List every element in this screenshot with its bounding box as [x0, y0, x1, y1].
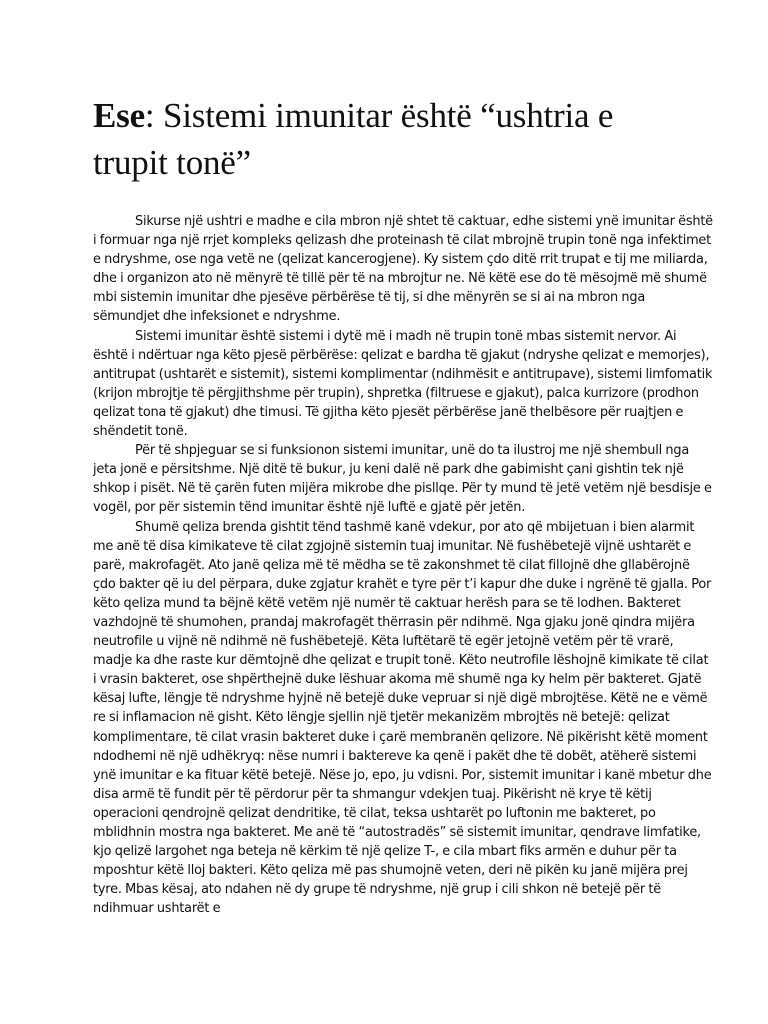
- title-prefix: Ese: [93, 96, 145, 135]
- document-body: [93, 212, 713, 918]
- paragraph-battle: Shumë qeliza brenda gishtit tënd tashmë kanë vdekur, por ato që mbijetuan i bien alarmit me anë të disa kimikateve të cilat zgjojnë sistemin tuaj imunitar. Në fushëbetejë vijnë ushtarët e parë, makrofagët. Ato janë qeliza më të mëdha se të zakonshmet të cilat fillojnë dhe gllabërojnë çdo bakter që iu del përpara, duke zgjatur krahët e tyre për t’i kapur dhe duke i ngrënë të gjalla. Por këto qeliza mund ta bëjnë këtë vetëm një numër të caktuar herësh para se të lodhen. Bakteret vazhdojnë të shumohen, prandaj makrofagët thërrasin për ndihmë. Nga gjaku jonë qindra mijëra neutrofile u vijnë në ndihmë në fushëbetejë. Këta luftëtarë të egër jetojnë vetëm për të vrarë, madje ka dhe raste kur dëmtojnë dhe qelizat e trupit tonë. Këto neutrofile lëshojnë kimikate të cilat i vrasin bakteret, ose shpërthejnë duke lëshuar akoma më shumë nga ky helm për bakteret. Gjatë kësaj lufte, lëngje të ndryshme hyjnë në betejë duke vepruar si një digë mbrojtëse. Këtë ne e vëmë re si inflamacion në gisht. Këto lëngje sjellin një tjetër mekanizëm mbrojtës në betejë: qelizat komplimentare, të cilat vrasin bakteret duke i çarë membranën qelizore. Në pikërisht këtë moment ndodhemi në një udhëkryq: nëse numri i baktereve ka qenë i pakët dhe të dobët, atëherë sistemi ynë imunitar e ka fituar këtë betejë. Nëse jo, epo, ju vdisni. Por, sistemit imunitar i kanë mbetur dhe disa armë të fundit për të përdorur për ta shmangur vdekjen tuaj. Pikërisht në krye të këtij operacioni qendrojnë qelizat dendritike, të cilat, teksa ushtarët po luftonin me bakteret, po mblidhnin mostra nga bakteret. Me anë të “autostradës” së sistemit imunitar, qendrave limfatike, kjo qelizë largohet nga beteja në kërkim të një qelize T-, e cila mbart fiks armën e duhur për ta mposhtur këtë lloj bakteri. Këto qeliza më pas shumojnë veten, deri në pikën ku janë mijëra prej tyre. Mbas kësaj, ato ndahen në dy grupe të ndryshme, një grup i cili shkon në betejë për të ndihmuar ushtarët e: [93, 519, 712, 917]
- paragraph-intro: Sikurse një ushtri e madhe e cila mbron një shtet të caktuar, edhe sistemi ynë imunitar është i formuar nga një rrjet kompleks qelizash dhe proteinash të cilat mbrojnë trupin tonë nga infektimet e ndryshme, ose nga vetë ne (qelizat kancerogjene). Ky sistem çdo ditë rrit trupat e tij me miliarda, dhe i organizon ato në mënyrë të tillë për të na mbrojtur ne. Në këtë ese do të mësojmë më shumë mbi sistemin imunitar dhe pjesëve përbërëse të tij, si dhe mënyrën se si ai na mbron nga sëmundjet dhe infeksionet e ndryshme.: [93, 214, 713, 325]
- paragraph-example: Për të shpjeguar se si funksionon sistemi imunitar, unë do ta ilustroj me një shembull nga jeta jonë e përsitshme. Një ditë të bukur, ju keni dalë në park dhe gabimisht çani gishtin tek një shkop i pisët. Në të çarën futen mijëra mikrobe dhe pisllqe. Për ty mund të jetë vetëm një besdisje e vogël, por për sistemin tënd imunitar është një luftë e gjatë për jetën.: [93, 443, 712, 516]
- document-title: [93, 92, 653, 186]
- paragraph-components: Sistemi imunitar është sistemi i dytë më i madh në trupin tonë mbas sistemit nervor. Ai është i ndërtuar nga këto pjesë përbërëse: qelizat e bardha të gjakut (ndryshe qelizat e memorjes), antitrupat (ushtarët e sistemit), sistemi komplimentar (ndihmësit e antitrupave), sistemi limfomatik (krijon mbrojtje të përgjithshme për trupin), shpretka (filtruese e gjakut), palca kurrizore (prodhon qelizat tona të gjakut) dhe timusi. Të gjitha këto pjesët përbërëse janë thelbësore për ruajtjen e shëndetit tonë.: [93, 328, 713, 440]
- title-text: : Sistemi imunitar është “ushtria e trupit tonë”: [93, 96, 614, 182]
